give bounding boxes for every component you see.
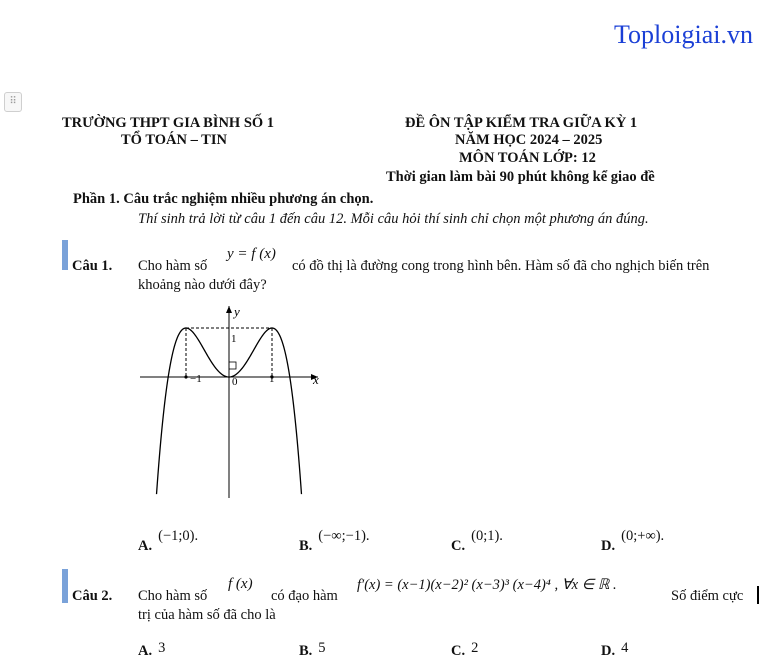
- q1-option-d[interactable]: [601, 528, 665, 555]
- department-name: TỔ TOÁN – TIN: [121, 132, 227, 148]
- drag-handle-icon[interactable]: ⠿: [4, 92, 22, 112]
- option-value: 3: [158, 640, 166, 656]
- option-letter: B.: [299, 643, 313, 659]
- x-axis-label: x: [313, 372, 319, 387]
- q2-text-mid: có đạo hàm: [271, 588, 338, 604]
- option-letter: D.: [601, 538, 616, 554]
- tick-neg1-point: [184, 375, 187, 378]
- site-brand[interactable]: Toploigiai.vn: [613, 20, 753, 49]
- exam-title: ĐỀ ÔN TẬP KIỂM TRA GIỮA KỲ 1: [405, 115, 638, 131]
- tick-0-label: 0: [232, 376, 238, 388]
- q2-text-before: Cho hàm số: [138, 588, 208, 604]
- tick-neg1-label: −1: [190, 373, 202, 385]
- school-year: NĂM HỌC 2024 – 2025: [455, 132, 603, 148]
- q1-text-line2: khoảng nào dưới đây?: [138, 277, 267, 293]
- option-value: 5: [318, 640, 326, 656]
- option-value: 4: [621, 640, 629, 656]
- q2-text-after: Số điểm cực: [671, 588, 744, 604]
- q2-option-c[interactable]: [451, 640, 478, 660]
- q1-option-c[interactable]: [451, 528, 503, 555]
- y-axis-arrow-icon: [226, 306, 232, 313]
- question-marker: [62, 240, 68, 270]
- q2-option-a[interactable]: [138, 640, 165, 660]
- q1-option-a[interactable]: [138, 528, 199, 555]
- tick-y1-label: 1: [231, 333, 237, 345]
- y-axis-label: y: [234, 304, 240, 319]
- q1-option-b[interactable]: [299, 528, 370, 555]
- q1-formula: y = f (x): [227, 246, 276, 262]
- question-marker: [62, 569, 68, 603]
- part1-instruction: Thí sinh trả lời từ câu 1 đến câu 12. Mỗi câu hỏi thí sinh chỉ chọn một phương án đúng.: [138, 211, 649, 227]
- option-letter: A.: [138, 538, 153, 554]
- option-letter: C.: [451, 643, 466, 659]
- exam-duration: Thời gian làm bài 90 phút không kể giao đề: [386, 169, 655, 185]
- option-letter: A.: [138, 643, 153, 659]
- option-value: (0;1).: [471, 528, 503, 544]
- min-point-marker: [229, 362, 236, 369]
- q2-label: Câu 2.: [72, 588, 113, 604]
- q2-formula: f′(x) = (x−1)(x−2)² (x−3)³ (x−4)⁴ , ∀x ∈ ℝ .: [357, 577, 617, 593]
- exam-subject: MÔN TOÁN LỚP: 12: [459, 150, 596, 166]
- q2-text-line2: trị của hàm số đã cho là: [138, 607, 276, 623]
- q2-option-d[interactable]: [601, 640, 628, 660]
- part1-title: Phần 1. Câu trắc nghiệm nhiều phương án chọn.: [73, 191, 374, 207]
- option-value: (−1;0).: [158, 528, 199, 544]
- option-letter: B.: [299, 538, 313, 554]
- function-graph: [138, 300, 338, 500]
- q1-text-after: có đồ thị là đường cong trong hình bên. Hàm số đã cho nghịch biến trên: [292, 258, 710, 274]
- option-letter: C.: [451, 538, 466, 554]
- option-value: (0;+∞).: [621, 528, 665, 544]
- school-name: TRƯỜNG THPT GIA BÌNH SỐ 1: [62, 115, 275, 131]
- tick-1-label: 1: [269, 373, 275, 385]
- option-value: (−∞;−1).: [318, 528, 370, 544]
- q1-text-before: Cho hàm số: [138, 258, 208, 274]
- text-cursor: [757, 586, 759, 604]
- q2-option-b[interactable]: [299, 640, 326, 660]
- q2-function: f (x): [228, 576, 253, 592]
- q1-label: Câu 1.: [72, 258, 113, 274]
- option-value: 2: [471, 640, 479, 656]
- option-letter: D.: [601, 643, 616, 659]
